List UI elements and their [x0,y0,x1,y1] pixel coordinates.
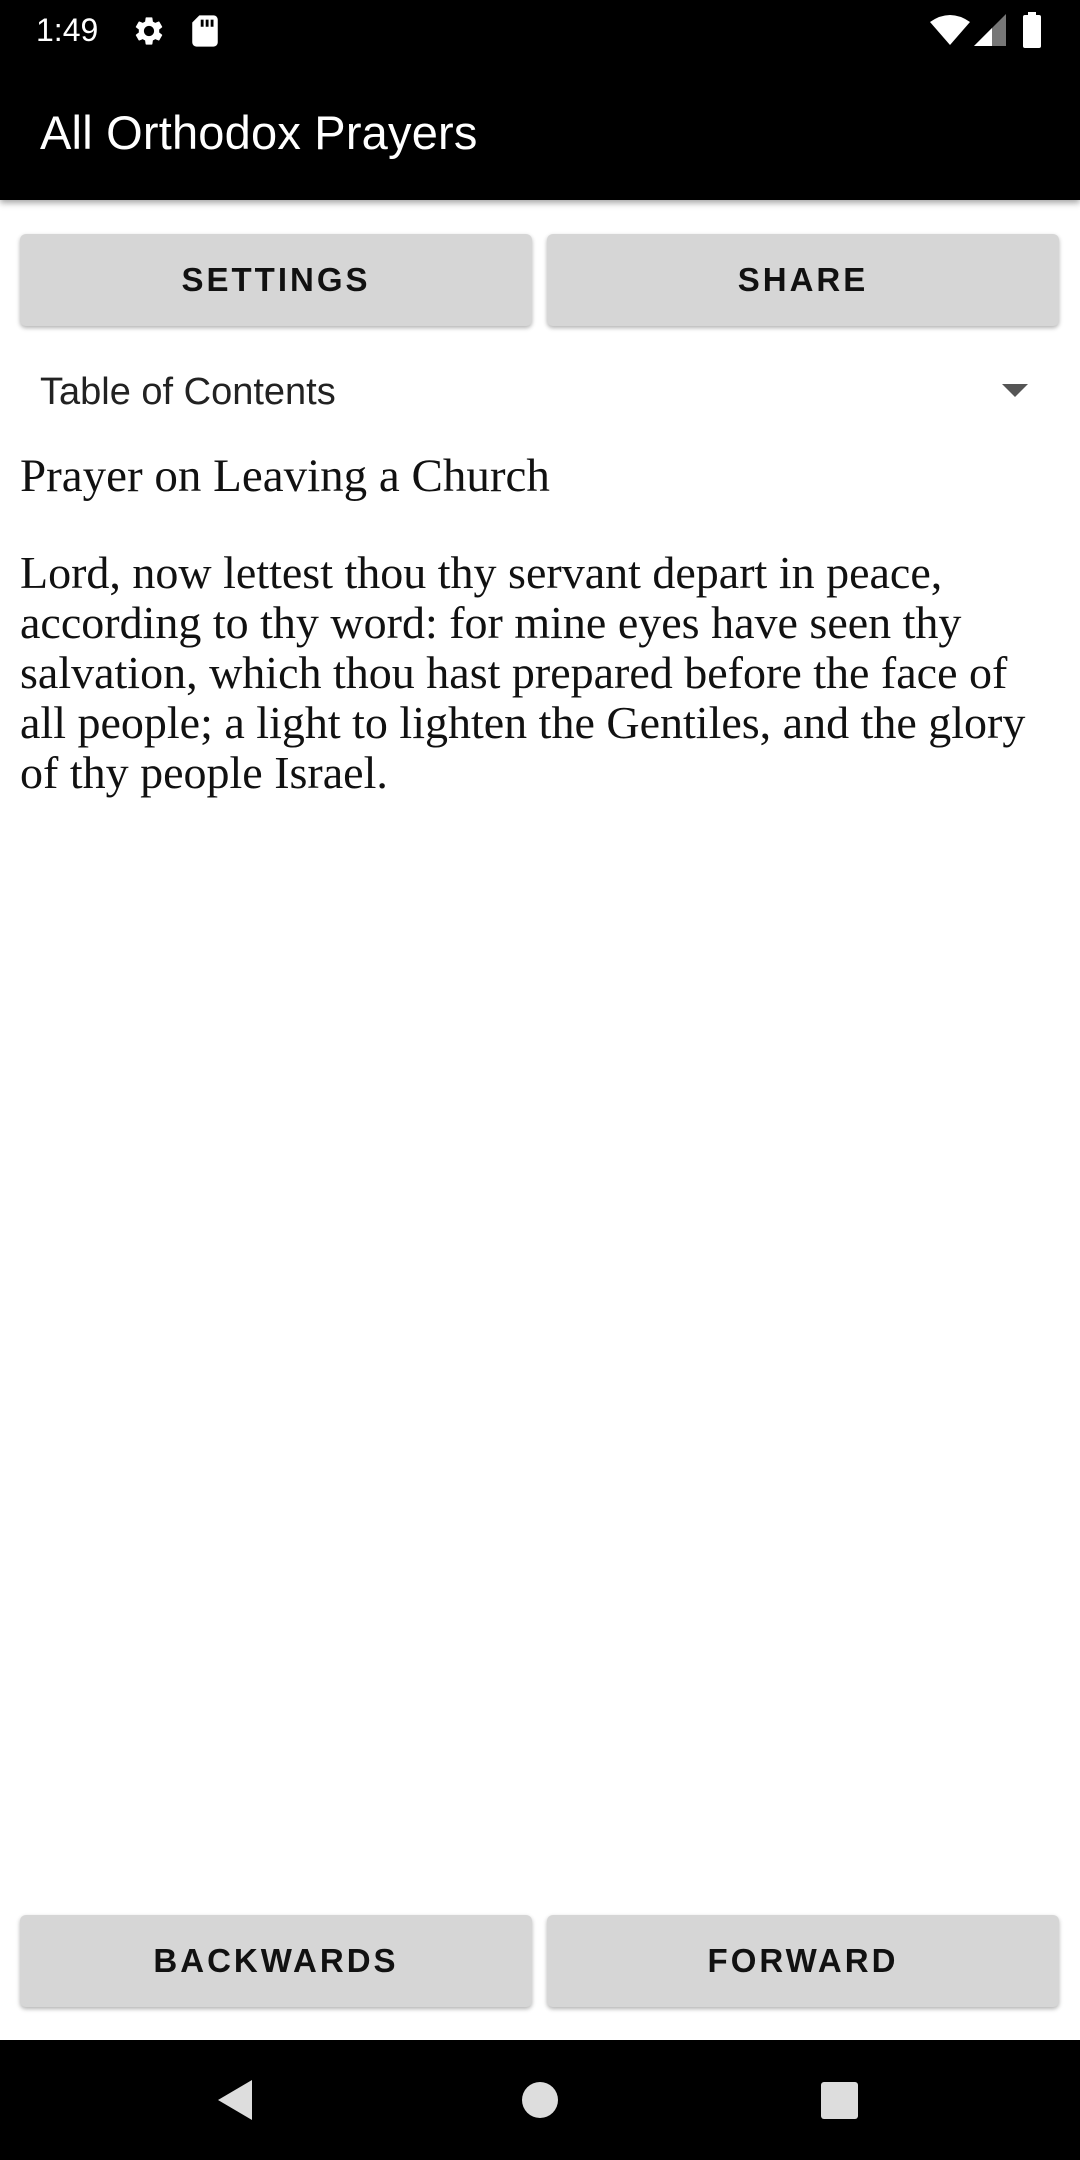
battery-icon [1022,12,1042,48]
prayer-title: Prayer on Leaving a Church [20,450,550,502]
share-button[interactable]: SHARE [547,234,1059,326]
sd-card-icon [190,14,220,48]
status-bar [0,0,1080,63]
gear-icon [132,14,166,48]
home-icon[interactable] [522,2082,558,2118]
recents-icon[interactable] [821,2082,858,2119]
app-bar [0,63,1080,200]
forward-button[interactable]: FORWARD [547,1915,1059,2007]
backwards-button[interactable]: BACKWARDS [20,1915,532,2007]
dropdown-arrow-icon [1002,384,1028,397]
prayer-body: Lord, now lettest thou thy servant depart in peace, according to thy word: for mine eyes have seen thy salvation, which thou hast prepared before the face of all people; a light to lighten the Gentiles, and the glory of thy people Israel. [20,547,1026,798]
back-icon[interactable] [218,2080,252,2120]
system-navigation-bar [0,2040,1080,2160]
wifi-icon [930,14,970,46]
status-time: 1:49 [36,12,99,48]
cell-signal-icon [974,14,1006,46]
app-title: All Orthodox Prayers [40,106,478,159]
settings-button[interactable]: SETTINGS [20,234,532,326]
table-of-contents-dropdown[interactable] [20,356,1060,428]
dropdown-selected-value: Table of Contents [40,371,336,413]
